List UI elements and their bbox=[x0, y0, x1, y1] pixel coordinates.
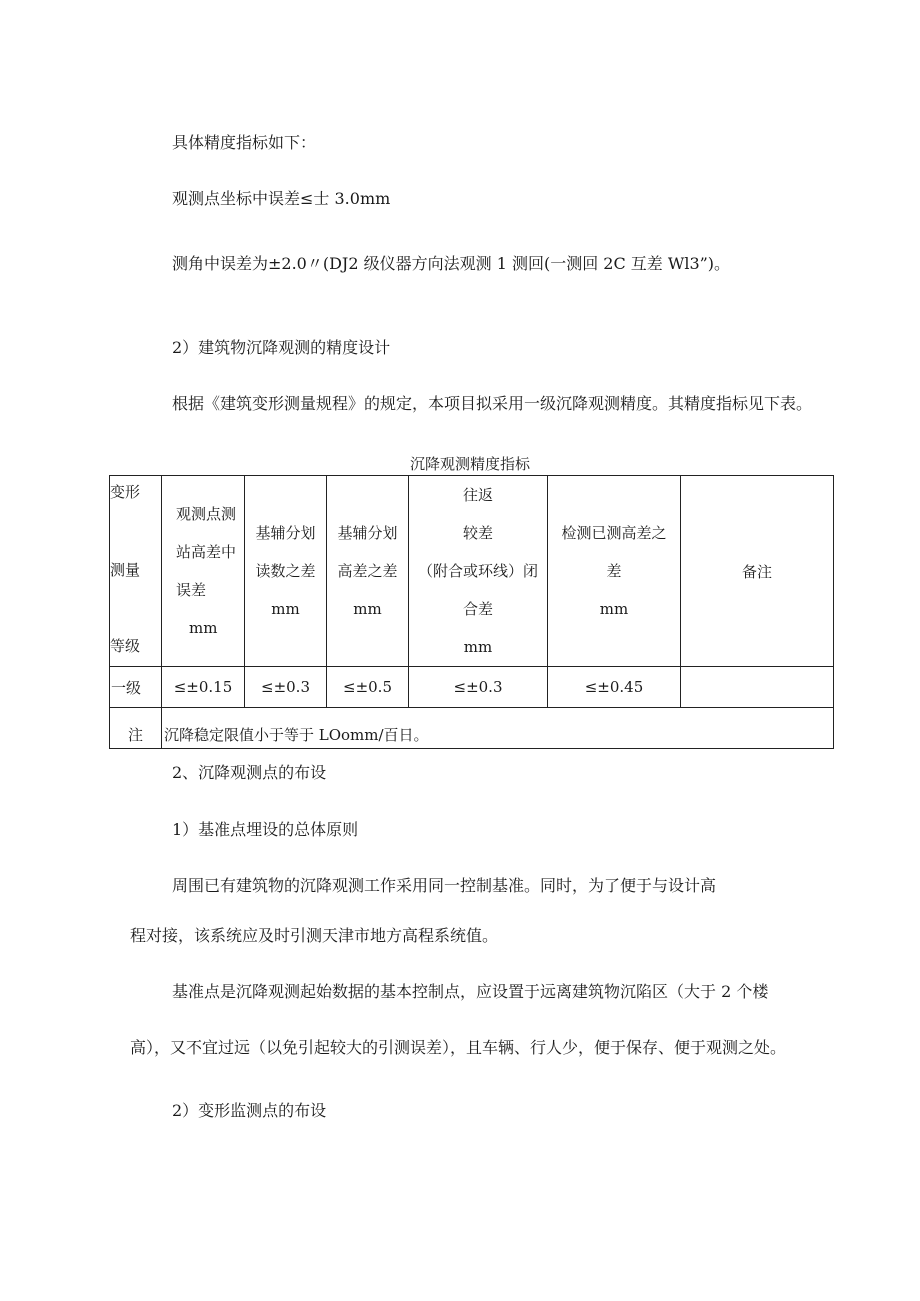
section-heading-monitoring-points: 2、沉降观测点的布设 bbox=[172, 763, 327, 782]
header-line: （附合或环线）闭 bbox=[417, 562, 538, 580]
header-line: 误差 bbox=[176, 581, 207, 599]
header-loop-closure bbox=[409, 476, 548, 667]
header-line: 较差 bbox=[462, 524, 493, 542]
header-level-line: 变形 bbox=[110, 483, 141, 501]
header-height-diff bbox=[327, 476, 409, 667]
header-check-diff bbox=[548, 476, 681, 667]
cell-value: ≤±0.15 bbox=[162, 667, 245, 708]
table-caption: 沉降观测精度指标 bbox=[409, 455, 530, 473]
header-level-line: 测量 bbox=[110, 561, 141, 579]
cell-value: ≤±0.5 bbox=[327, 667, 409, 708]
header-line: 差 bbox=[606, 562, 622, 580]
note-label: 注 bbox=[110, 708, 162, 749]
header-station-error bbox=[162, 476, 245, 667]
cell-value bbox=[681, 667, 834, 708]
precision-table bbox=[109, 475, 834, 749]
header-line: 备注 bbox=[741, 562, 772, 581]
header-line: 检测已测高差之 bbox=[561, 524, 667, 542]
table-note-row bbox=[110, 708, 834, 749]
header-line: mm bbox=[353, 600, 382, 618]
header-remarks bbox=[681, 476, 834, 667]
header-line: 观测点测 bbox=[176, 505, 237, 523]
paragraph-precision-basis: 根据《建筑变形测量规程》的规定，本项目拟采用一级沉降观测精度。其精度指标见下表。 bbox=[172, 394, 813, 413]
paragraph-accuracy-intro: 具体精度指标如下： bbox=[172, 133, 317, 152]
header-line: mm bbox=[463, 638, 493, 656]
paragraph-benchmark-line2: 高），又不宜过远（以免引起较大的引测误差），且车辆、行人少，便于保存、便于观测之处。 bbox=[130, 1038, 787, 1057]
cell-value: ≤±0.3 bbox=[409, 667, 548, 708]
section-heading-benchmark-principle: 1）基准点埋设的总体原则 bbox=[172, 820, 359, 839]
header-line: 合差 bbox=[462, 600, 493, 618]
header-line: 高差之差 bbox=[337, 562, 398, 580]
table-row bbox=[110, 667, 834, 708]
header-reading-diff bbox=[245, 476, 327, 667]
header-line: 往返 bbox=[462, 486, 493, 504]
note-text: 沉降稳定限值小于等于 LOomm/百日。 bbox=[162, 708, 834, 749]
paragraph-control-datum-line2: 程对接，该系统应及时引测天津市地方高程系统值。 bbox=[130, 926, 499, 945]
header-level-line: 等级 bbox=[110, 637, 141, 655]
header-line: 基辅分划 bbox=[255, 524, 316, 542]
section-heading-settlement-precision: 2）建筑物沉降观测的精度设计 bbox=[172, 338, 391, 357]
cell-value: ≤±0.45 bbox=[548, 667, 681, 708]
header-line: mm bbox=[271, 600, 300, 618]
header-level bbox=[110, 476, 162, 667]
cell-level: 一级 bbox=[110, 667, 162, 708]
header-line: mm bbox=[189, 619, 218, 637]
header-line: mm bbox=[599, 600, 629, 618]
header-line: 读数之差 bbox=[255, 562, 316, 580]
paragraph-benchmark-line1: 基准点是沉降观测起始数据的基本控制点，应设置于远离建筑物沉陷区（大于 2 个楼 bbox=[172, 982, 769, 1001]
header-line: 站高差中 bbox=[176, 543, 237, 561]
section-heading-deformation-points: 2）变形监测点的布设 bbox=[172, 1101, 327, 1120]
paragraph-angle-error: 测角中误差为±2.0〃(DJ2 级仪器方向法观测 1 测回(一测回 2C 互差 Wl3”)。 bbox=[172, 254, 731, 273]
cell-value: ≤±0.3 bbox=[245, 667, 327, 708]
paragraph-control-datum-line1: 周围已有建筑物的沉降观测工作采用同一控制基准。同时，为了便于与设计高 bbox=[172, 876, 717, 895]
table-header-row bbox=[110, 476, 834, 667]
header-line: 基辅分划 bbox=[337, 524, 398, 542]
paragraph-coordinate-error: 观测点坐标中误差≤士 3.0mm bbox=[172, 189, 391, 208]
